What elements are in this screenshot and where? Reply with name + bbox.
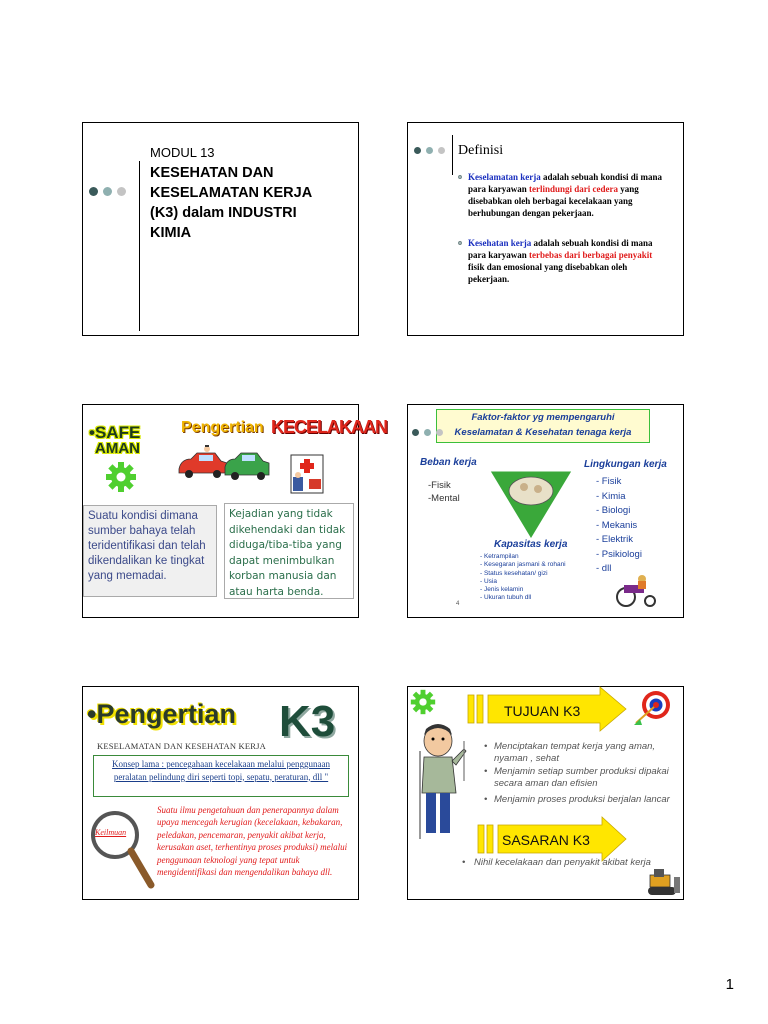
lingkungan-list: - Fisik - Kimia - Biologi - Mekanis - Elektrik - Psikiologi - dll xyxy=(596,476,642,574)
slide-2-definisi xyxy=(407,122,684,336)
slide-5-pengertian-k3 xyxy=(82,686,359,900)
magnifier-icon xyxy=(89,809,159,891)
slide-3-kecelakaan xyxy=(82,404,387,618)
tujuan-list: • Menciptakan tempat kerja yang aman, nyaman , sehat • Menjamin setiap sumber produksi dipakai secara aman dan efisien • Menjamin proses produksi berjalan lancar xyxy=(484,741,670,805)
first-aid-illustration xyxy=(287,453,327,495)
triangle-diagram xyxy=(488,469,574,541)
k3-wordart: K3 xyxy=(279,697,336,746)
pengertian-wordart: Pengertian xyxy=(181,419,264,436)
sasaran-list: • Nihil kecelakaan dan penyakit akibat kerja xyxy=(462,857,651,868)
kapasitas-label: Kapasitas kerja xyxy=(494,539,568,550)
target-icon xyxy=(632,689,674,729)
slide-title: KESEHATAN DAN KESELAMATAN KERJA (K3) dalam INDUSTRI KIMIA xyxy=(150,165,313,241)
kapasitas-list: - Ketrampilan - Kesegaran jasmani & rohani - Status kesehatan/ gizi - Usia - Jenis kelamin - Ukuran tubuh dll xyxy=(480,553,566,602)
kecelakaan-definition-box: Kejadian yang tidak dikehendaki dan tidak diduga/tiba-tiba yang dapat menimbulkan korban manusia dan atau harta benda. xyxy=(224,503,354,599)
definition-kesehatan: Kesehatan kerja adalah sebuah kondisi di mana para karyawan terbebas dari berbagai penyakit fisik dan emosional yang disebabkan oleh pekerjaan. xyxy=(468,238,653,284)
slide-1-title xyxy=(82,122,359,336)
gear-icon xyxy=(105,461,137,493)
modul-label: MODUL 13 xyxy=(150,145,215,160)
car-crash-illustration xyxy=(175,445,270,483)
lingkungan-label: Lingkungan kerja xyxy=(584,459,667,470)
header-box: Faktor-faktor yg mempengaruhi Keselamatan & Kesehatan tenaga kerja xyxy=(436,409,650,443)
slide-6-tujuan-sasaran xyxy=(407,686,684,900)
wheelchair-illustration xyxy=(612,573,660,609)
pengertian-wordart: •Pengertian xyxy=(87,699,236,729)
gear-icon xyxy=(410,689,436,715)
page-number: 1 xyxy=(725,976,734,993)
safe-definition-box: Suatu kondisi dimana sumber bahaya telah teridentifikasi dan telah dikendalikan ke tingkat yang memadai. xyxy=(83,505,217,597)
aman-label: AMAN xyxy=(95,440,140,457)
k3-definition: Suatu ilmu pengetahuan dan penerapannya dalam upaya mencegah kerugian (kecelakaan, kebakaran, peledakan, pencemaran, penyakit akibat kerja, kerusakan aset, terhentinya proses produksi) melalui penggunaan teknologi yang tepat untuk mengidentifikasi dan mengendalikan bahaya dll. xyxy=(157,805,348,878)
slide-number: 4 xyxy=(456,601,460,607)
worker-illustration xyxy=(412,721,470,841)
definition-keselamatan: Keselamatan kerja adalah sebuah kondisi di mana para karyawan terlindungi dari cedera yang disebabkan oleh berbagai kecelakaan yang berhubungan dengan pekerjaan. xyxy=(468,172,663,218)
konsep-lama-box: Konsep lama : pencegahaan kecelakaan melalui penggunaan peralatan pelindung diri seperti topi, sepatu, peraturan, dll " xyxy=(93,755,349,797)
keilmuan-label: Keilmuan xyxy=(95,828,127,837)
beban-label: Beban kerja xyxy=(420,457,477,468)
slide-title: Definisi xyxy=(458,143,504,158)
divider-line xyxy=(139,161,140,331)
decorative-dots xyxy=(414,147,445,154)
slide-4-faktor xyxy=(407,404,684,618)
sasaran-label: SASARAN K3 xyxy=(502,832,590,848)
safe-label: •SAFE xyxy=(89,423,141,442)
beban-list: -Fisik -Mental xyxy=(428,480,460,504)
decorative-dots xyxy=(89,187,126,196)
tujuan-label: TUJUAN K3 xyxy=(504,703,581,719)
divider-line xyxy=(452,135,453,175)
decorative-dots xyxy=(412,429,443,436)
bulldozer-illustration xyxy=(644,869,682,897)
kecelakaan-wordart: KECELAKAAN xyxy=(271,417,387,437)
k3-subtitle: KESELAMATAN DAN KESEHATAN KERJA xyxy=(97,741,266,751)
